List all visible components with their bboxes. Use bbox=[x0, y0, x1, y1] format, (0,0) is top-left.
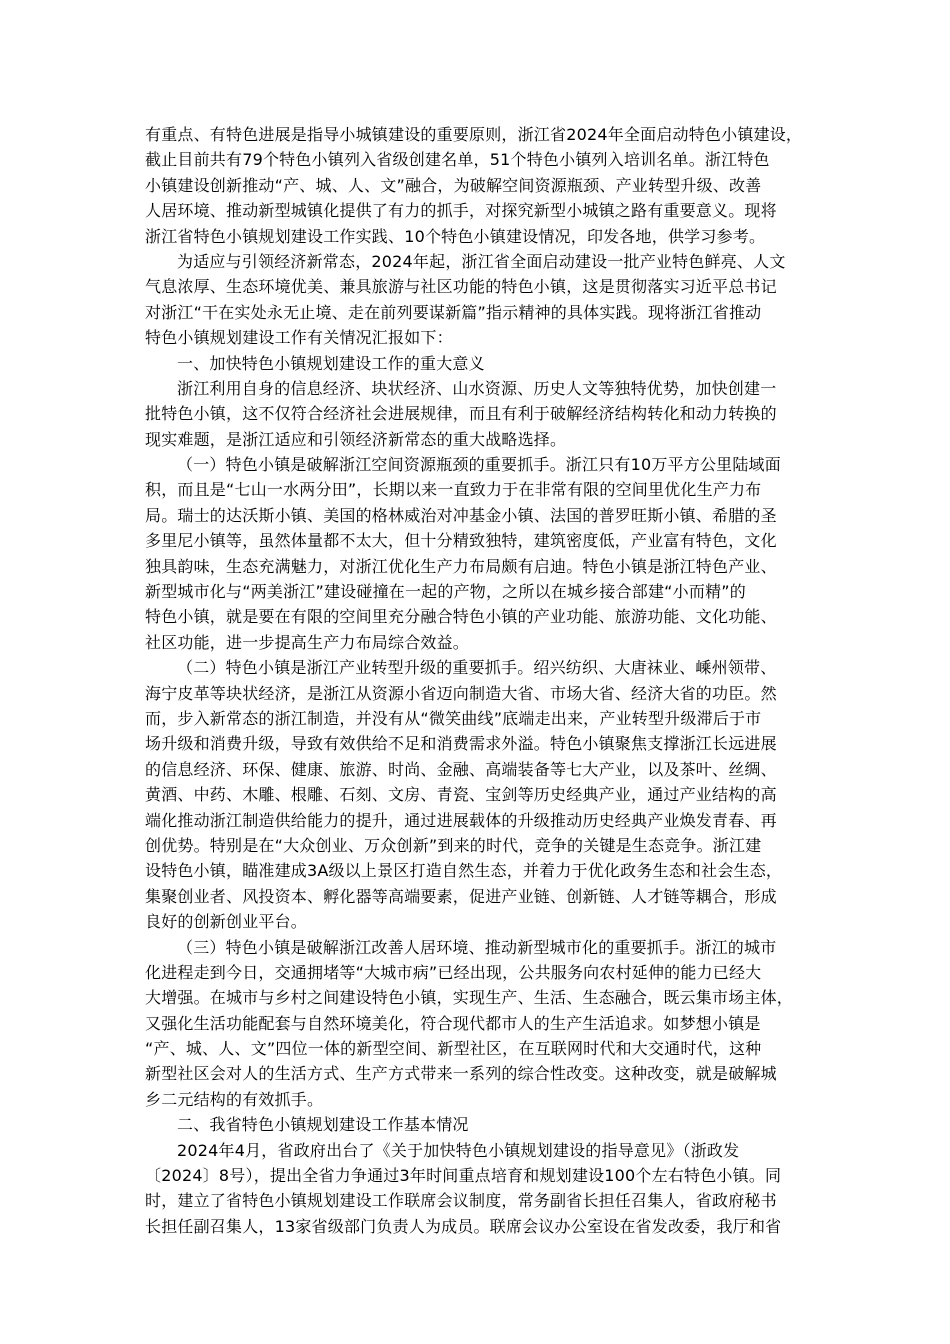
text-line: 而，步入新常态的浙江制造，并没有从“微笑曲线”底端走出来，产业转型升级滞后于市 bbox=[145, 708, 762, 728]
text-line: 浙江利用自身的信息经济、块状经济、山水资源、历史人文等独特优势，加快创建一 bbox=[177, 378, 777, 398]
text-line: 新型城市化与“两美浙江”建设碰撞在一起的产物，之所以在城乡接合部建“小而精”的 bbox=[145, 582, 746, 602]
text-line: “产、城、人、文”四位一体的新型空间、新型社区，在互联网时代和大交通时代，这种 bbox=[145, 1039, 762, 1059]
text-line: 时，建立了省特色小镇规划建设工作联席会议制度，常务副省长担任召集人，省政府秘书 bbox=[145, 1191, 777, 1211]
text-line: 海宁皮革等块状经济，是浙江从资源小省迈向制造大省、市场大省、经济大省的功臣。然 bbox=[145, 683, 777, 703]
text-line: 特色小镇规划建设工作有关情况汇报如下： bbox=[145, 328, 453, 348]
text-line: 有重点、有特色进展是指导小城镇建设的重要原则，浙江省2024年全面启动特色小镇建设， bbox=[145, 125, 803, 144]
text-line: 社区功能，进一步提高生产力布局综合效益。 bbox=[145, 632, 470, 652]
text-line: 为适应与引领经济新常态，2024年起，浙江省全面启动建设一批产业特色鲜亮、人文 bbox=[177, 251, 786, 271]
text-line: 化进程走到今日，交通拥堵等“大城市病”已经出现，公共服务向农村延伸的能力已经大 bbox=[145, 962, 762, 982]
text-line: 场升级和消费升级，导致有效供给不足和消费需求外溢。特色小镇聚焦支撑浙江长远进展 bbox=[145, 734, 777, 754]
text-line: 局。瑞士的达沃斯小镇、美国的格林威治对冲基金小镇、法国的普罗旺斯小镇、希腊的圣 bbox=[145, 505, 777, 525]
text-line: 截止目前共有79个特色小镇列入省级创建名单，51个特色小镇列入培训名单。浙江特色 bbox=[145, 150, 770, 170]
text-line: 人居环境、推动新型城镇化提供了有力的抓手，对探究新型小城镇之路有重要意义。现将 bbox=[145, 201, 777, 221]
text-line: （一）特色小镇是破解浙江空间资源瓶颈的重要抓手。浙江只有10万平方公里陆域面 bbox=[177, 455, 781, 475]
text-line: 黄酒、中药、木雕、根雕、石刻、文房、青瓷、宝剑等历史经典产业，通过产业结构的高 bbox=[145, 785, 777, 805]
text-line: 又强化生活功能配套与自然环境美化，符合现代都市人的生产生活追求。如梦想小镇是 bbox=[145, 1013, 761, 1033]
text-line: 小镇建设创新推动“产、城、人、文”融合，为破解空间资源瓶颈、产业转型升级、改善 bbox=[145, 175, 762, 195]
text-line: 多里尼小镇等，虽然体量都不太大，但十分精致独特，建筑密度低，产业富有特色，文化 bbox=[145, 531, 777, 551]
text-line: 新型社区会对人的生活方式、生产方式带来一系列的综合性改变。这种改变，就是破解城 bbox=[145, 1064, 777, 1084]
text-line: 积，而且是“七山一水两分田”，长期以来一直致力于在非常有限的空间里优化生产力布 bbox=[145, 480, 762, 500]
text-line: 独具韵味，生态充满魅力，对浙江优化生产力布局颇有启迪。特色小镇是浙江特色产业、 bbox=[145, 556, 777, 576]
text-line: （二）特色小镇是浙江产业转型升级的重要抓手。绍兴纺织、大唐袜业、嵊州领带、 bbox=[177, 658, 777, 678]
text-line: 良好的创新创业平台。 bbox=[145, 912, 308, 932]
text-line: 批特色小镇，这不仅符合经济社会进展规律，而且有利于破解经济结构转化和动力转换的 bbox=[145, 404, 777, 424]
document-body bbox=[145, 122, 805, 1239]
text-line: 创优势。特别是在“大众创业、万众创新”到来的时代，竞争的关键是生态竞争。浙江建 bbox=[145, 835, 762, 855]
text-line: 2024年4月，省政府出台了《关于加快特色小镇规划建设的指导意见》（浙政发 bbox=[177, 1140, 740, 1160]
text-line: 长担任副召集人，13家省级部门负责人为成员。联席会议办公室设在省发改委，我厅和省 bbox=[145, 1216, 782, 1236]
text-line: 端化推动浙江制造供给能力的提升，通过进展载体的升级推动历史经典产业焕发青春、再 bbox=[145, 810, 777, 830]
text-line: 集聚创业者、风投资本、孵化器等高端要素，促进产业链、创新链、人才链等耦合，形成 bbox=[145, 886, 777, 906]
text-line: 〔2024〕8号），提出全省力争通过3年时间重点培育和规划建设100个左右特色小镇。同 bbox=[145, 1166, 782, 1186]
text-line: 浙江省特色小镇规划建设工作实践、10个特色小镇建设情况，印发各地，供学习参考。 bbox=[145, 226, 766, 246]
text-line: 的信息经济、环保、健康、旅游、时尚、金融、高端装备等七大产业，以及茶叶、丝绸、 bbox=[145, 759, 777, 779]
text-line: 气息浓厚、生态环境优美、兼具旅游与社区功能的特色小镇，这是贯彻落实习近平总书记 bbox=[145, 277, 777, 297]
text-line: 大增强。在城市与乡村之间建设特色小镇，实现生产、生活、生态融合，既云集市场主体， bbox=[145, 988, 794, 1008]
text-line: 特色小镇，就是要在有限的空间里充分融合特色小镇的产业功能、旅游功能、文化功能、 bbox=[145, 607, 777, 627]
text-line: 一、加快特色小镇规划建设工作的重大意义 bbox=[177, 353, 485, 373]
text-line: 二、我省特色小镇规划建设工作基本情况 bbox=[177, 1115, 469, 1135]
text-line: 现实难题，是浙江适应和引领经济新常态的重大战略选择。 bbox=[145, 429, 567, 449]
text-line: 对浙江“干在实处永无止境、走在前列要谋新篇”指示精神的具体实践。现将浙江省推动 bbox=[145, 302, 762, 322]
text-line: 乡二元结构的有效抓手。 bbox=[145, 1089, 324, 1109]
text-line: （三）特色小镇是破解浙江改善人居环境、推动新型城市化的重要抓手。浙江的城市 bbox=[177, 937, 777, 957]
text-line: 设特色小镇，瞄准建成3A级以上景区打造自然生态，并着力于优化政务生态和社会生态， bbox=[145, 861, 783, 881]
